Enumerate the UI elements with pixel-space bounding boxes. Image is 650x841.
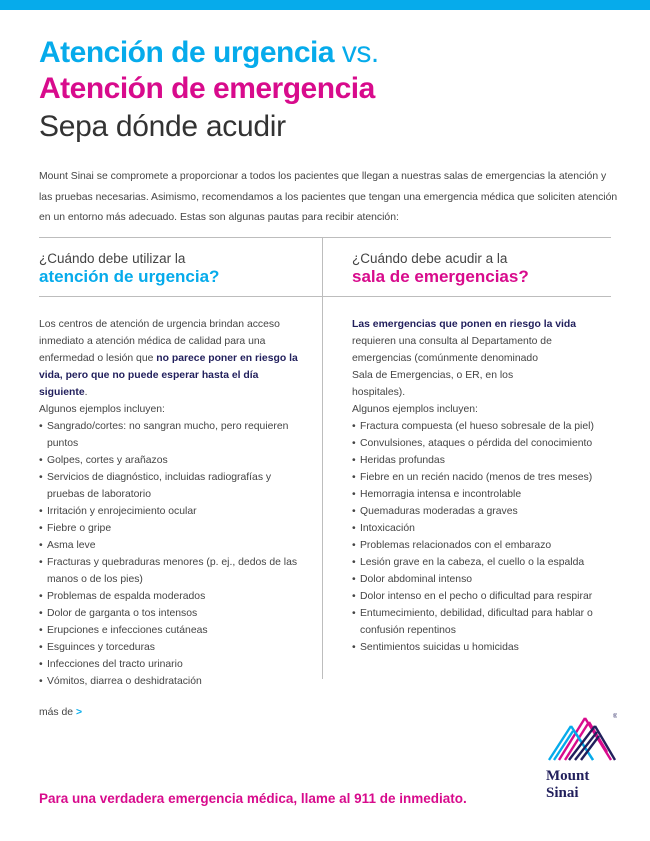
title-vs: vs. bbox=[341, 36, 379, 69]
left-para-bold: no parece poner en riesgo la vida, pero que no puede esperar hasta el día siguiente bbox=[39, 353, 298, 398]
left-heading: atención de urgencia? bbox=[39, 267, 220, 286]
list-item: • Golpes, cortes y arañazos bbox=[39, 452, 301, 469]
logo-wordmark bbox=[546, 768, 589, 802]
right-intro-rest: requieren una consulta al Departamento de emergencias (comúnmente denominado Sala de Emergencias, o ER, en los hospitales). bbox=[352, 336, 552, 398]
title-line-emergency: Atención de emergencia bbox=[39, 72, 375, 105]
left-examples-label: Algunos ejemplos incluyen: bbox=[39, 404, 165, 415]
list-item: • Quemaduras moderadas a graves bbox=[352, 503, 614, 520]
top-accent-bar bbox=[0, 0, 650, 10]
list-item: • Intoxicación bbox=[352, 520, 614, 537]
list-item: • Irritación y enrojecimiento ocular bbox=[39, 503, 301, 520]
divider-middle bbox=[39, 296, 611, 297]
intro-paragraph: Mount Sinai se compromete a proporcionar a todos los pacientes que llegan a nuestras salas de emergencias la atención y las pruebas necesarias. Asimismo, recomendamos a los pacientes que tengan una emergencia médica que soliciten atención en un entorno más adecuado. Estas son algunas pautas para recibir atención: bbox=[39, 171, 618, 223]
left-para-start: Los centros de atención de urgencia brindan acceso inmediato a atención médica de calidad para una enfermedad o lesión que bbox=[39, 319, 280, 364]
logo-line-mount: Mount bbox=[546, 768, 590, 784]
right-column-body bbox=[352, 316, 614, 656]
list-item: • Dolor de garganta o tos intensos bbox=[39, 605, 301, 622]
right-intro-bold: Las emergencias que ponen en riesgo la vida bbox=[352, 319, 577, 330]
left-examples-list bbox=[39, 418, 301, 690]
registered-mark: ® bbox=[613, 714, 617, 720]
right-examples-label: Algunos ejemplos incluyen: bbox=[352, 404, 478, 415]
list-item: • Servicios de diagnóstico, incluidas radiografías y pruebas de laboratorio bbox=[39, 469, 301, 503]
footer-emergency-note: Para una verdadera emergencia médica, llame al 911 de inmediato. bbox=[39, 791, 467, 806]
list-item: • Hemorragia intensa e incontrolable bbox=[352, 486, 614, 503]
right-heading: sala de emergencias? bbox=[352, 267, 529, 286]
more-label: más de bbox=[39, 707, 74, 718]
more-link[interactable] bbox=[39, 707, 82, 718]
right-question: ¿Cuándo debe acudir a la bbox=[352, 251, 508, 266]
right-examples-list bbox=[352, 418, 614, 656]
list-item: • Sentimientos suicidas u homicidas bbox=[352, 639, 614, 656]
list-item: • Vómitos, diarrea o deshidratación bbox=[39, 673, 301, 690]
list-item: • Dolor intenso en el pecho o dificultad para respirar bbox=[352, 588, 614, 605]
left-para-end: . bbox=[84, 387, 88, 398]
list-item: • Fractura compuesta (el hueso sobresale de la piel) bbox=[352, 418, 614, 435]
list-item: • Lesión grave en la cabeza, el cuello o la espalda bbox=[352, 554, 614, 571]
list-item: • Dolor abdominal intenso bbox=[352, 571, 614, 588]
logo-line-sinai: Sinai bbox=[546, 785, 579, 801]
left-question: ¿Cuándo debe utilizar la bbox=[39, 251, 186, 266]
title-line-urgent bbox=[39, 36, 379, 70]
title-urgent-text: Atención de urgencia bbox=[39, 36, 335, 69]
list-item: • Heridas profundas bbox=[352, 452, 614, 469]
list-item: • Problemas de espalda moderados bbox=[39, 588, 301, 605]
list-item: • Problemas relacionados con el embarazo bbox=[352, 537, 614, 554]
list-item: • Esguinces y torceduras bbox=[39, 639, 301, 656]
list-item: • Fiebre o gripe bbox=[39, 520, 301, 537]
list-item: • Entumecimiento, debilidad, dificultad para hablar o confusión repentinos bbox=[352, 605, 614, 639]
subtitle: Sepa dónde acudir bbox=[39, 110, 286, 143]
left-intro-paragraph bbox=[39, 316, 301, 401]
list-item: • Convulsiones, ataques o pérdida del conocimiento bbox=[352, 435, 614, 452]
column-divider bbox=[322, 237, 323, 679]
list-item: • Infecciones del tracto urinario bbox=[39, 656, 301, 673]
list-item: • Fracturas y quebraduras menores (p. ej., dedos de las manos o de los pies) bbox=[39, 554, 301, 588]
list-item: • Erupciones e infecciones cutáneas bbox=[39, 622, 301, 639]
left-column-body bbox=[39, 316, 301, 690]
list-item: • Asma leve bbox=[39, 537, 301, 554]
chevron-right-icon: > bbox=[75, 707, 83, 718]
list-item: • Sangrado/cortes: no sangran mucho, pero requieren puntos bbox=[39, 418, 301, 452]
divider-top bbox=[39, 237, 611, 238]
list-item: • Fiebre en un recién nacido (menos de tres meses) bbox=[352, 469, 614, 486]
